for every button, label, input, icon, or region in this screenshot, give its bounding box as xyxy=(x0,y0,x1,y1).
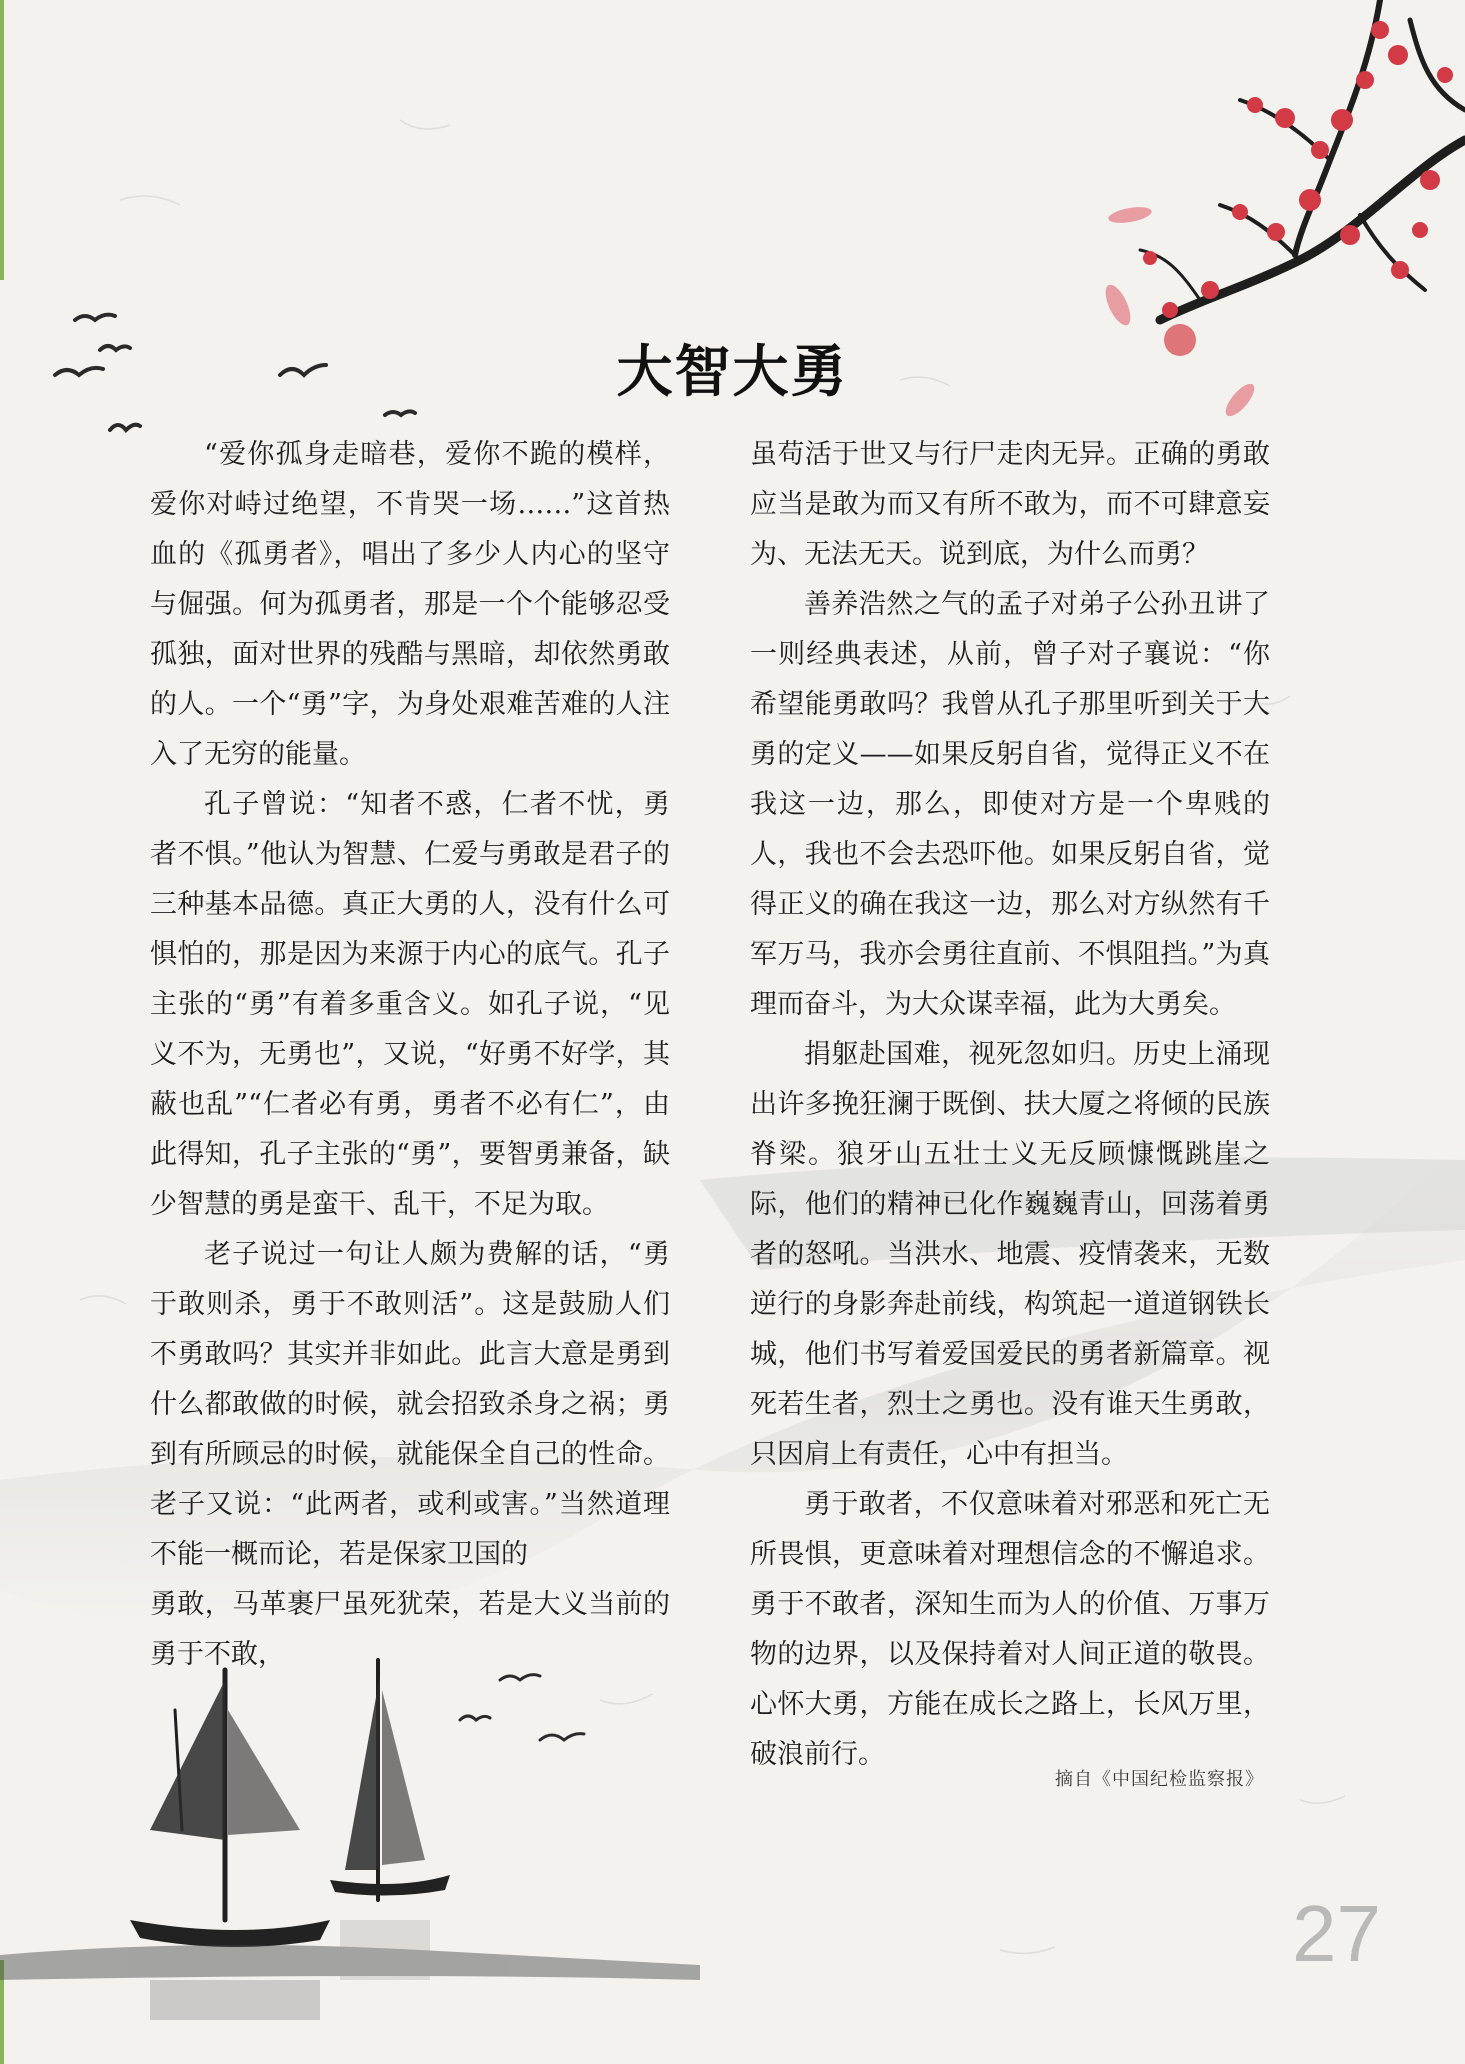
paragraph-continuation: 勇敢，马革裹尸虽死犹荣，若是大义当前的勇于不敢， xyxy=(150,1589,670,1670)
article-column-left xyxy=(150,430,670,1680)
sailboats-ink-icon xyxy=(0,1620,700,2064)
paragraph: 勇于敢者，不仅意味着对邪恶和死亡无所畏惧，更意味着对理想信念的不懈追求。勇于不敢者，深知生而为人的价值、万事万物的边界，以及保持着对人间正道的敬畏。心怀大勇，方能在成长之路上，长风万里，破浪前行。 xyxy=(750,1489,1270,1770)
paragraph: 老子说过一句让人颇为费解的话，“勇于敢则杀，勇于不敢则活”。这是鼓励人们不勇敢吗？其实并非如此。此言大意是勇到什么都敢做的时候，就会招致杀身之祸；勇到有所顾忌的时候，就能保全自己的性命。老子又说：“此两者，或利或害。”当然道理不能一概而论，若是保家卫国的 xyxy=(150,1239,670,1570)
page-number: 27 xyxy=(1292,1889,1381,1978)
paragraph: 孔子曾说：“知者不惑，仁者不忧，勇者不惧。”他认为智慧、仁爱与勇敢是君子的三种基本品德。真正大勇的人，没有什么可惧怕的，那是因为来源于内心的底气。孔子主张的“勇”有着多重含义。如孔子说，“见义不为，无勇也”，又说，“好勇不好学，其蔽也乱”“仁者必有勇，勇者不必有仁”，由此得知，孔子主张的“勇”，要智勇兼备，缺少智慧的勇是蛮干、乱干，不足为取。 xyxy=(150,789,670,1220)
paragraph: 捐躯赴国难，视死忽如归。历史上涌现出许多挽狂澜于既倒、扶大厦之将倾的民族脊梁。狼牙山五壮士义无反顾慷慨跳崖之际，他们的精神已化作巍巍青山，回荡着勇者的怒吼。当洪水、地震、疫情袭来，无数逆行的身影奔赴前线，构筑起一道道钢铁长城，他们书写着爱国爱民的勇者新篇章。视死若生者，烈士之勇也。没有谁天生勇敢，只因肩上有责任，心中有担当。 xyxy=(750,1039,1270,1470)
paragraph-continuation: 虽苟活于世又与行尸走肉无异。正确的勇敢应当是敢为而又有所不敢为，而不可肆意妄为、无法无天。说到底，为什么而勇？ xyxy=(750,439,1270,570)
article-column-right xyxy=(750,430,1270,1780)
paragraph: “爱你孤身走暗巷，爱你不跪的模样，爱你对峙过绝望，不肯哭一场……”这首热血的《孤勇者》，唱出了多少人内心的坚守与倔强。何为孤勇者，那是一个个能够忍受孤独，面对世界的残酷与黑暗，却依然勇敢的人。一个“勇”字，为身处艰难苦难的人注入了无穷的能量。 xyxy=(150,439,670,770)
paragraph: 善养浩然之气的孟子对弟子公孙丑讲了一则经典表述，从前，曾子对子襄说：“你希望能勇敢吗？我曾从孔子那里听到关于大勇的定义——如果反躬自省，觉得正义不在我这一边，那么，即使对方是一个卑贱的人，我也不会去恐吓他。如果反躬自省，觉得正义的确在我这一边，那么对方纵然有千军万马，我亦会勇往直前、不惧阻挡。”为真理而奋斗，为大众谋幸福，此为大勇矣。 xyxy=(750,589,1270,1020)
source-citation: 摘自《中国纪检监察报》 xyxy=(1055,1769,1264,1790)
left-edge-accent-top xyxy=(0,0,4,280)
article-title: 大智大勇 xyxy=(616,338,849,405)
